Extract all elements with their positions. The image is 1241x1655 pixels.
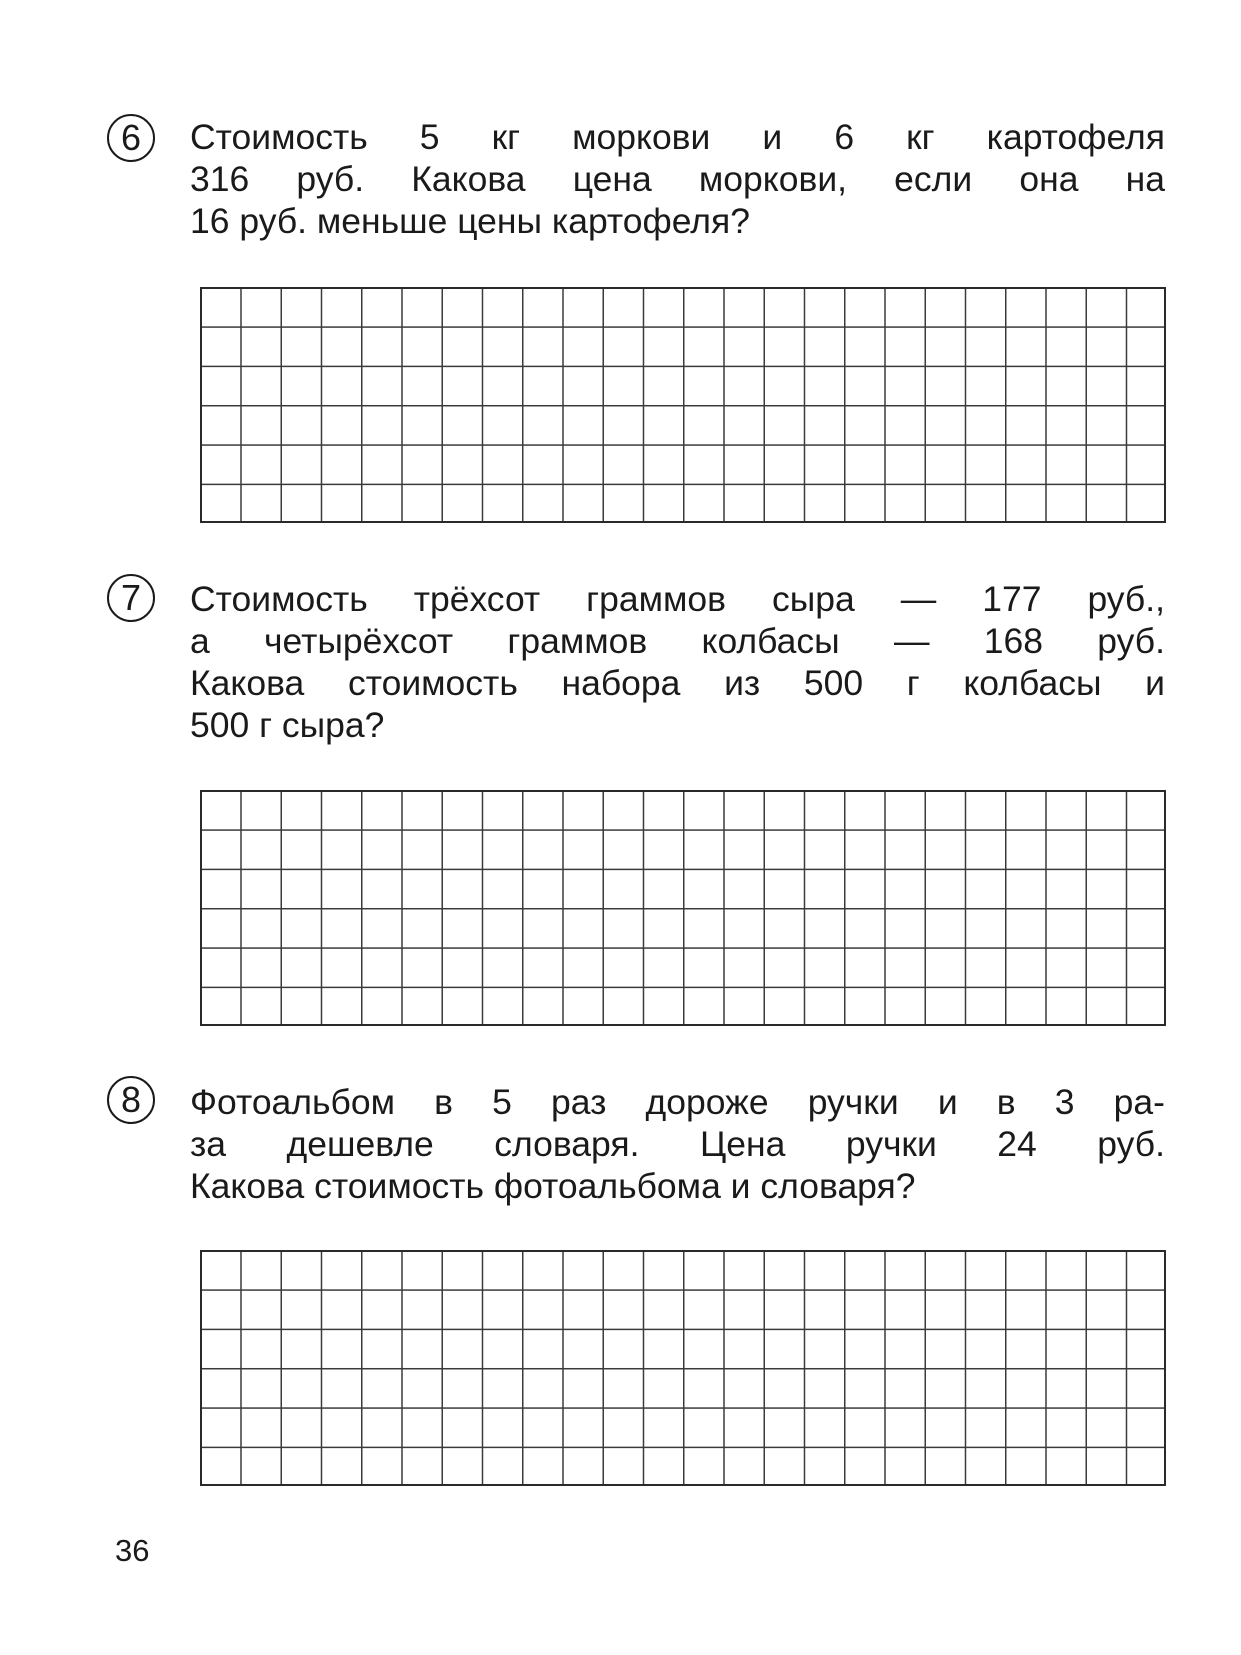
answer-grid[interactable] bbox=[200, 287, 1166, 523]
task-text bbox=[190, 116, 1165, 242]
task-text bbox=[190, 1081, 1165, 1207]
answer-grid[interactable] bbox=[200, 790, 1166, 1026]
task-text-line: Стоимость 5 кг моркови и 6 кг картофеля bbox=[190, 117, 1165, 157]
task-text-line: 500 г сыра? bbox=[190, 705, 385, 745]
task-number-badge: 8 bbox=[107, 1076, 155, 1124]
task-number-badge: 7 bbox=[107, 574, 155, 622]
task-text-line: Фотоальбом в 5 раз дороже ручки и в 3 ра- bbox=[190, 1082, 1165, 1122]
task-text bbox=[190, 578, 1165, 746]
task-text-line: за дешевле словаря. Цена ручки 24 руб. bbox=[190, 1124, 1165, 1164]
page-number: 36 bbox=[115, 1533, 150, 1568]
task-text-line: 16 руб. меньше цены картофеля? bbox=[190, 201, 750, 241]
task-text-line: Какова стоимость фотоальбома и словаря? bbox=[190, 1166, 916, 1206]
task-text-line: 316 руб. Какова цена моркови, если она на bbox=[190, 159, 1165, 199]
task-text-line: Какова стоимость набора из 500 г колбасы и bbox=[190, 663, 1165, 703]
answer-grid[interactable] bbox=[200, 1250, 1166, 1486]
task-text-line: Стоимость трёхсот граммов сыра — 177 руб., bbox=[190, 579, 1165, 619]
task-number-badge: 6 bbox=[107, 114, 155, 162]
task-text-line: а четырёхсот граммов колбасы — 168 руб. bbox=[190, 621, 1165, 661]
